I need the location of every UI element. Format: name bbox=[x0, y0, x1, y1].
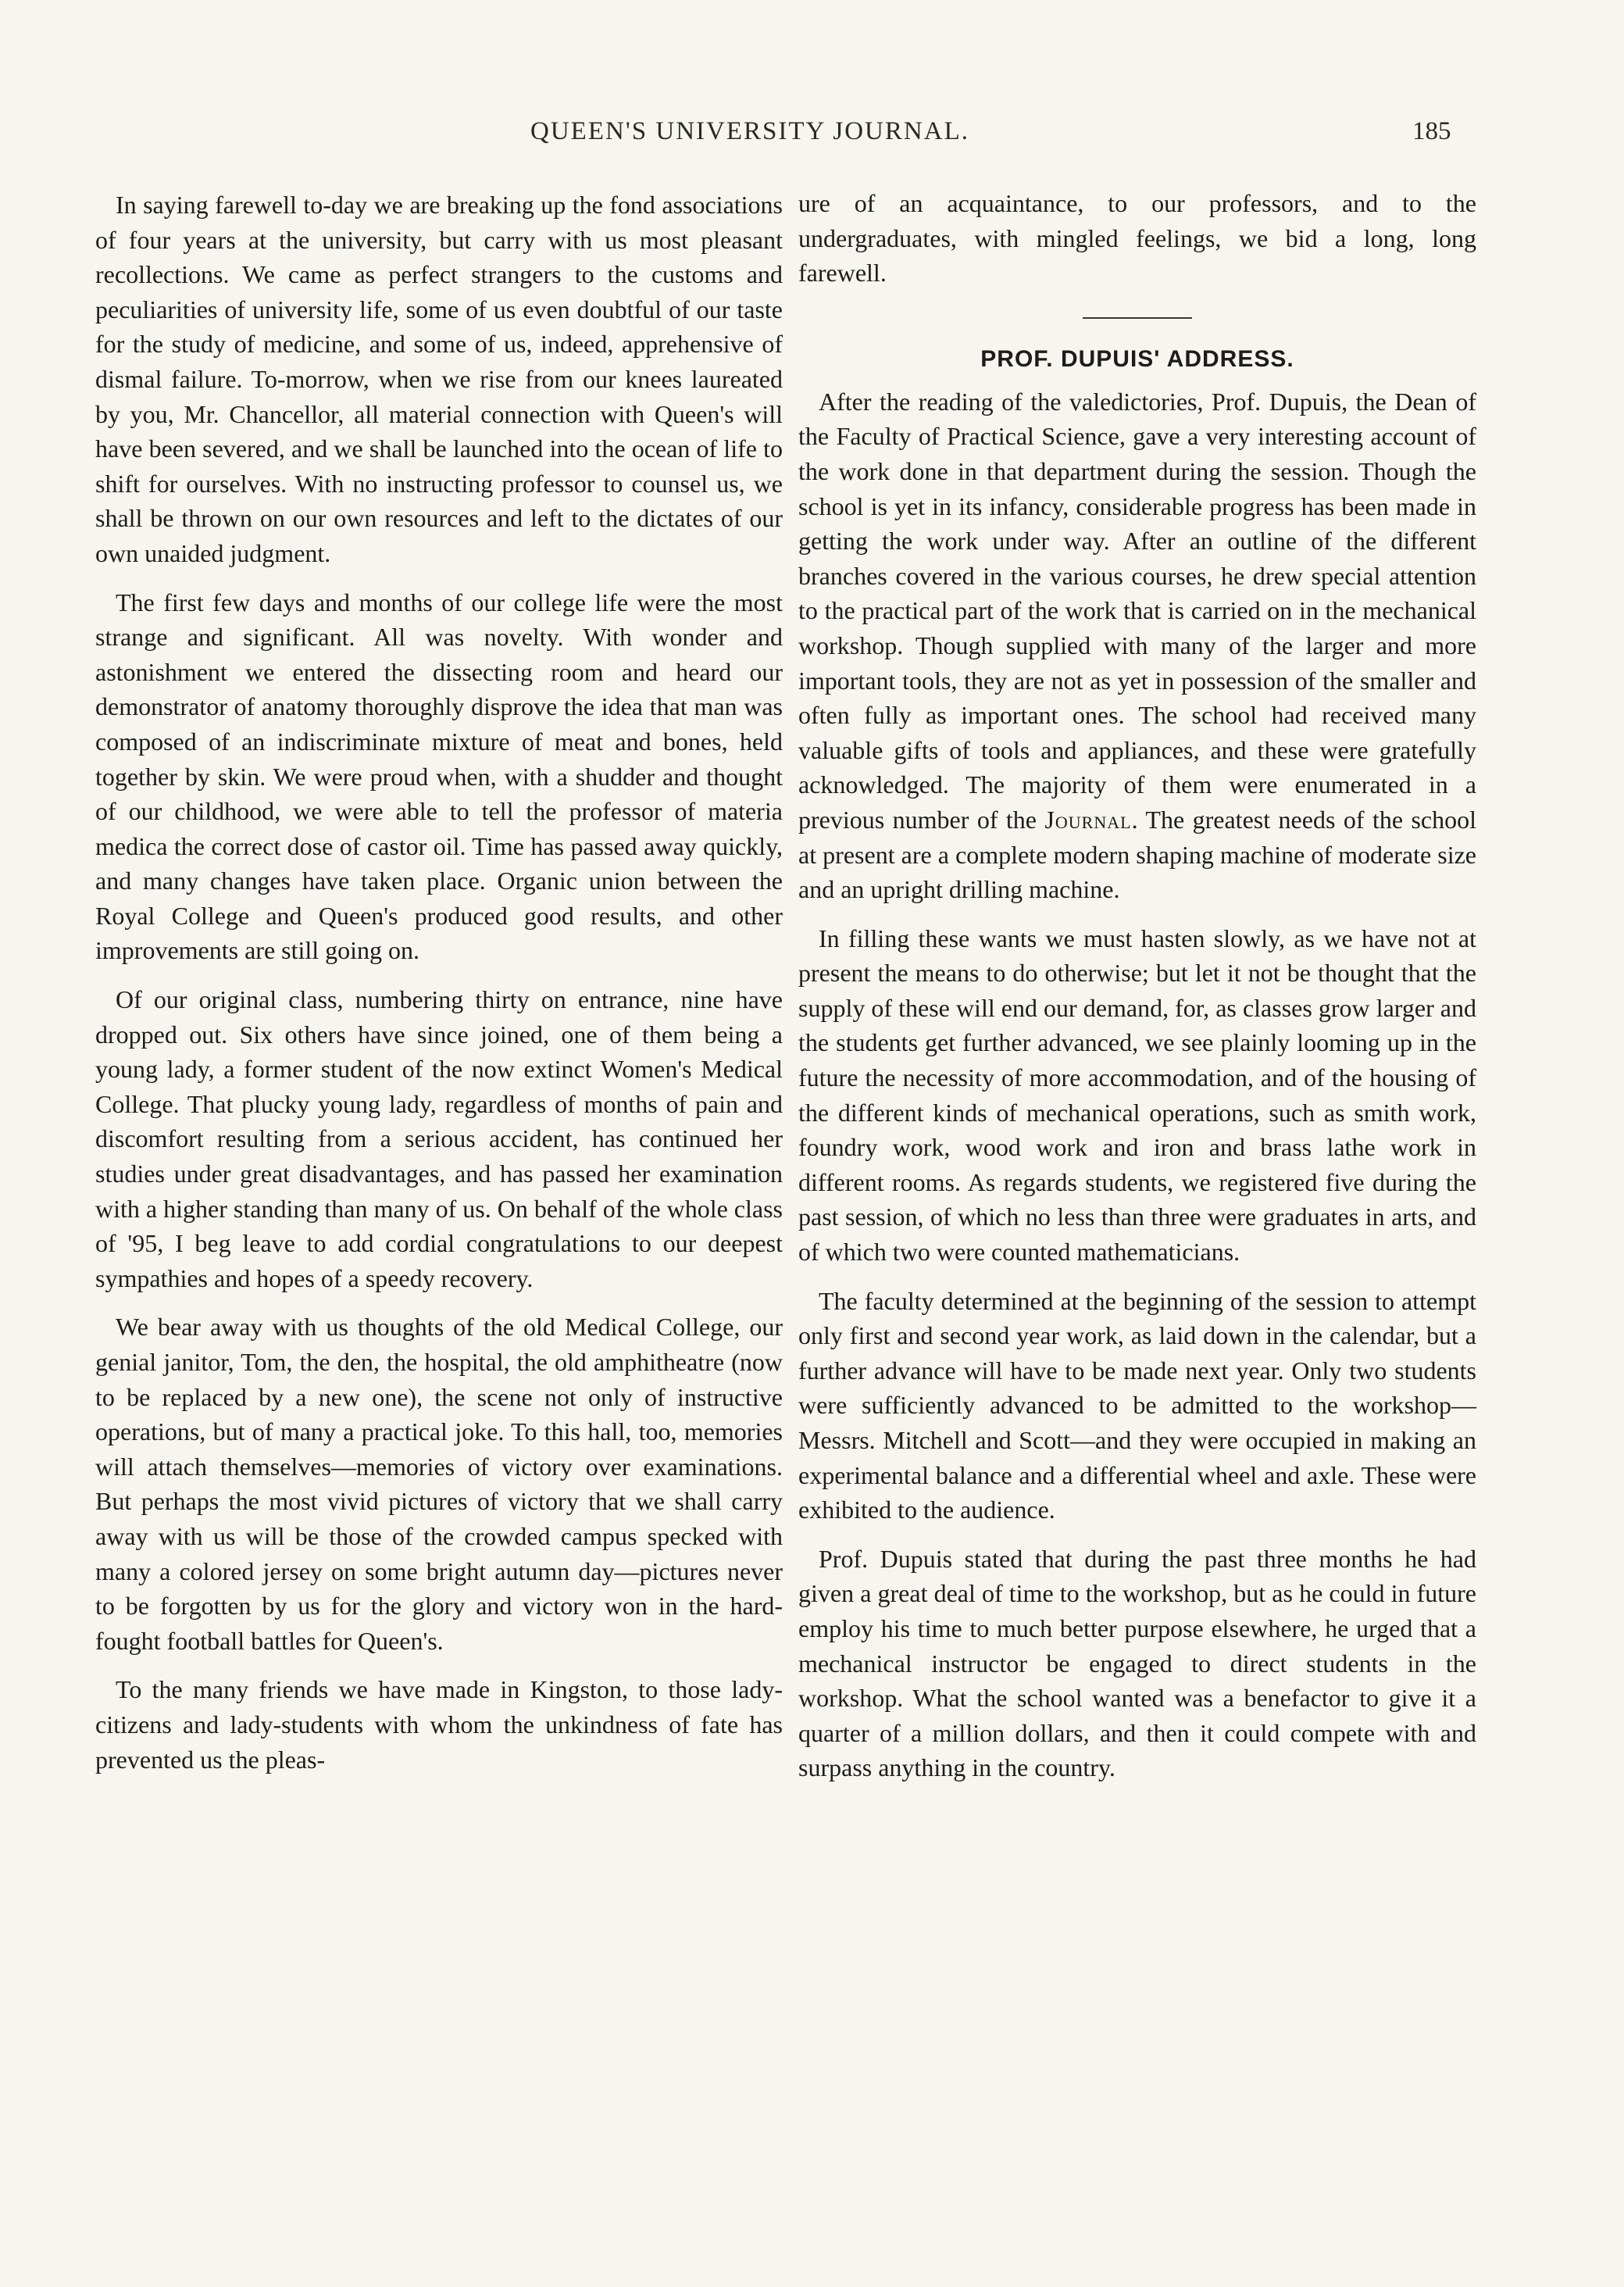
section-heading: PROF. DUPUIS' ADDRESS. bbox=[980, 345, 1294, 372]
right-column bbox=[798, 186, 1476, 1799]
journal-name: Journal bbox=[1044, 805, 1132, 834]
paragraph-text: After the reading of the valedictories, Prof. Dupuis, the Dean of the Faculty of Practical Science, gave a very interesting account of the work done in that department during the session. Though the school is yet in its infancy, considerable progress has been made in getting the work under way. After an outline of the different branches covered in the various courses, he drew special attention to the practical part of the work that is carried on in the mechanical workshop. Though supplied with many of the larger and more important tools, they are not as yet in possession of the smaller and often fully as important ones. The school had received many valuable gifts of tools and appliances, and these were gratefully acknowledged. The majority of them were enumerated in a previous number of the bbox=[798, 387, 1476, 834]
paragraph: Of our original class, numbering thirty on entrance, nine have dropped out. Six others have since joined, one of them being a young lady, a former student of the now extinct Women's Medical College. That plucky young lady, regardless of months of pain and discomfort resulting from a serious accident, has continued her studies under great disadvantages, and has passed her examination with a higher standing than many of us. On behalf of the whole class of '95, I beg leave to add cordial congratulations to our deepest sympathies and hopes of a speedy recovery. bbox=[95, 985, 783, 1292]
paragraph: We bear away with us thoughts of the old Medical College, our genial janitor, Tom, the den, the hospital, the old amphitheatre (now to be replaced by a new one), the scene not only of instructive operations, but of many a practical joke. To this hall, too, memories will attach themselves—memories of victory over examinations. But perhaps the most vivid pictures of victory that we shall carry away with us will be those of the crowded campus specked with many a colored jersey on some bright autumn day—pictures never to be forgotten by us for the glory and victory won in the hard-fought football battles for Queen's. bbox=[95, 1313, 783, 1655]
left-column bbox=[95, 188, 783, 1791]
paragraph: In filling these wants we must hasten slowly, as we have not at present the means to do otherwise; but let it not be thought that the supply of these will end our demand, for, as classes grow larger and the students get further advanced, we see plainly looming up in the future the necessity of more accommodation, and of the housing of the different kinds of mechanical operations, such as smith work, foundry work, wood work and iron and brass lathe work in different rooms. As regards students, we registered five during the past session, of which no less than three were graduates in arts, and of which two were counted mathematicians. bbox=[798, 924, 1476, 1267]
running-title: QUEEN'S UNIVERSITY JOURNAL. bbox=[530, 117, 969, 145]
page-header bbox=[0, 117, 1624, 164]
paragraph-continuation: ure of an acquaintance, to our professors, and to the undergraduates, with mingled feelings, we bid a long, long farewell. bbox=[798, 189, 1476, 288]
paragraph: To the many friends we have made in Kingston, to those lady-citizens and lady-students with whom the unkindness of fate has prevented us the pleas- bbox=[95, 1675, 783, 1774]
section-divider bbox=[1083, 317, 1192, 319]
paragraph bbox=[798, 384, 1476, 907]
paragraph: The first few days and months of our college life were the most strange and significant. All was novelty. With wonder and astonishment we entered the dissecting room and heard our demonstrator of anatomy thoroughly disprove the idea that man was composed of an indiscriminate mixture of meat and bones, held together by skin. We were proud when, with a shudder and thought of our childhood, we were able to tell the professor of materia medica the correct dose of castor oil. Time has passed away quickly, and many changes have taken place. Organic union between the Royal College and Queen's produced good results, and other improvements are still going on. bbox=[95, 588, 783, 965]
paragraph: In saying farewell to-day we are breaking up the fond associations of four years at the university, but carry with us most pleasant recollections. We came as perfect strangers to the customs and peculiarities of university life, some of us even doubtful of our taste for the study of medicine, and some of us, indeed, apprehensive of dismal failure. To-morrow, when we rise from our knees laureated by you, Mr. Chancellor, all material connection with Queen's will have been severed, and we shall be launched into the ocean of life to shift for ourselves. With no instructing professor to counsel us, we shall be thrown on our own resources and left to the dictates of our own unaided judgment. bbox=[95, 191, 783, 567]
paragraph-text: . The greatest needs of the school at present are a complete modern shaping machine of moderate size and an upright drilling machine. bbox=[798, 805, 1477, 904]
paragraph: The faculty determined at the beginning of the session to attempt only first and second year work, as laid down in the calendar, but a further advance will have to be made next year. Only two students were sufficiently advanced to be admitted to the workshop—Messrs. Mitchell and Scott—and they were occupied in making an experimental balance and a differential wheel and axle. These were exhibited to the audience. bbox=[798, 1286, 1476, 1524]
paragraph: Prof. Dupuis stated that during the past three months he had given a great deal of time to the workshop, but as he could in future employ his time to much better purpose elsewhere, he urged that a mechanical instructor be engaged to direct students in the workshop. What the school wanted was a benefactor to give it a quarter of a million dollars, and then it could compete with and surpass anything in the country. bbox=[798, 1544, 1476, 1782]
page-number: 185 bbox=[1412, 117, 1451, 145]
